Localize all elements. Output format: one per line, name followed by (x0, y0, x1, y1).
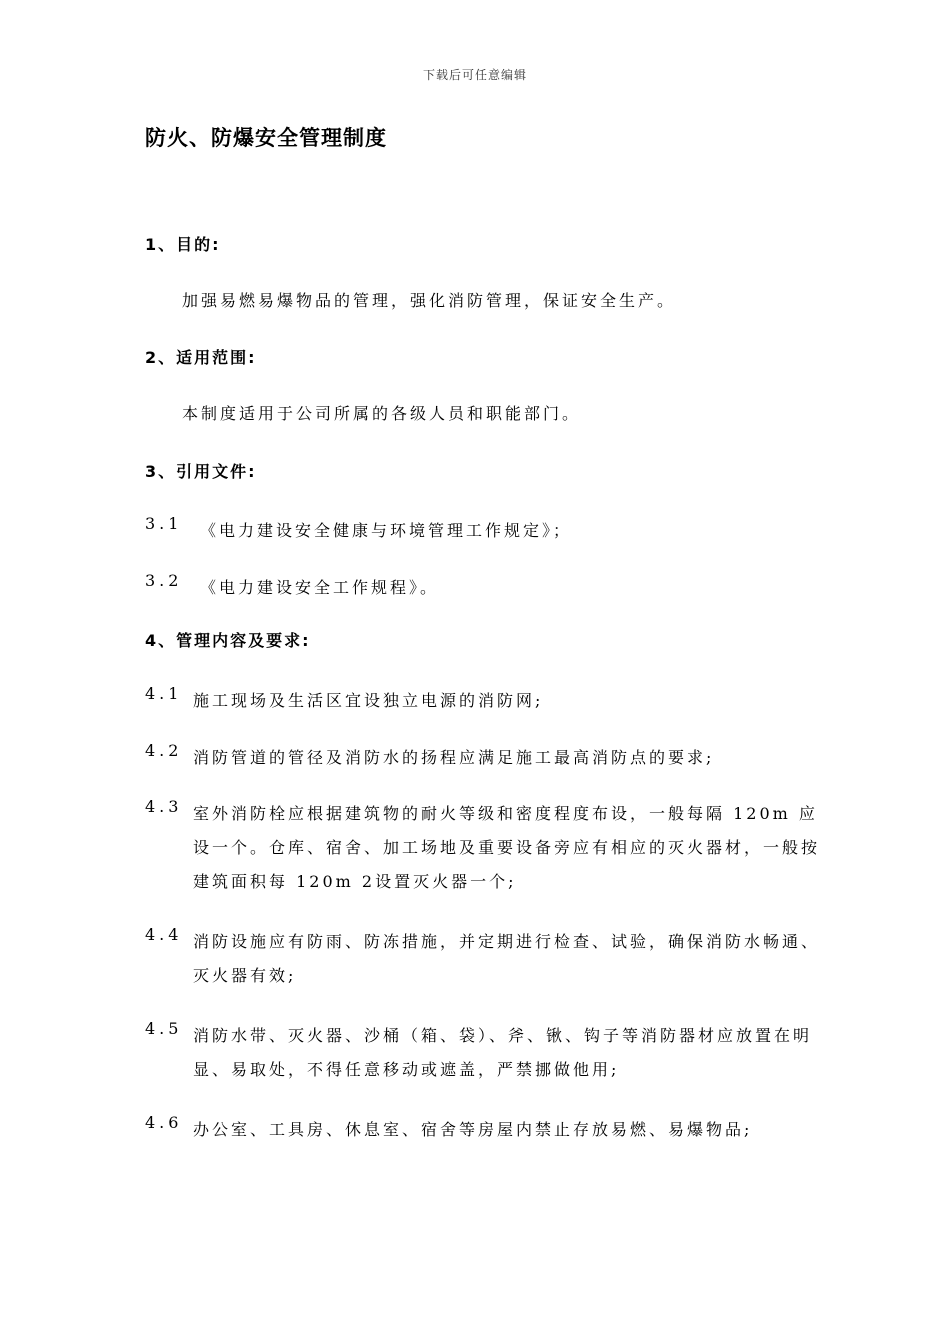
header-note: 下载后可任意编辑 (422, 68, 527, 82)
item-text: 《电力建设安全工作规程》。 (200, 578, 440, 597)
item-number: 4.1 (145, 684, 183, 703)
item-text: 消防水带、灭火器、沙桶（箱、袋）、斧、锹、钩子等消防器材应放置在明显、易取处，不得任意移动或遮盖，严禁挪做他用; (193, 1026, 813, 1079)
section-heading-references: 3、引用文件: (145, 462, 257, 481)
item-text: 消防管道的管径及消防水的扬程应满足施工最高消防点的要求; (193, 748, 715, 767)
item-text: 消防设施应有防雨、防冻措施，并定期进行检查、试验，确保消防水畅通、灭火器有效; (193, 932, 821, 985)
item-number: 3.1 (145, 514, 183, 533)
section-heading-requirements: 4、管理内容及要求: (145, 631, 311, 650)
item-number: 4.6 (145, 1113, 183, 1132)
item-number: 4.2 (145, 741, 183, 760)
item-text: 施工现场及生活区宜设独立电源的消防网; (193, 691, 544, 710)
purpose-body: 加强易燃易爆物品的管理，强化消防管理，保证安全生产。 (182, 291, 677, 310)
item-number: 3.2 (145, 571, 183, 590)
item-text: 办公室、工具房、休息室、宿舍等房屋内禁止存放易燃、易爆物品; (193, 1120, 753, 1139)
item-text: 室外消防栓应根据建筑物的耐火等级和密度程度布设，一般每隔 120m 应设一个。仓库、宿舍、加工场地及重要设备旁应有相应的灭火器材，一般按建筑面积每 120m 2设置灭火器一个; (193, 804, 821, 891)
document-title: 防火、防爆安全管理制度 (145, 126, 387, 150)
section-heading-scope: 2、适用范围: (145, 348, 257, 367)
section-heading-purpose: 1、目的: (145, 235, 221, 254)
item-text: 《电力建设安全健康与环境管理工作规定》； (200, 521, 573, 540)
scope-body: 本制度适用于公司所属的各级人员和职能部门。 (182, 404, 582, 423)
item-number: 4.3 (145, 797, 183, 816)
item-number: 4.5 (145, 1019, 183, 1038)
item-number: 4.4 (145, 925, 183, 944)
